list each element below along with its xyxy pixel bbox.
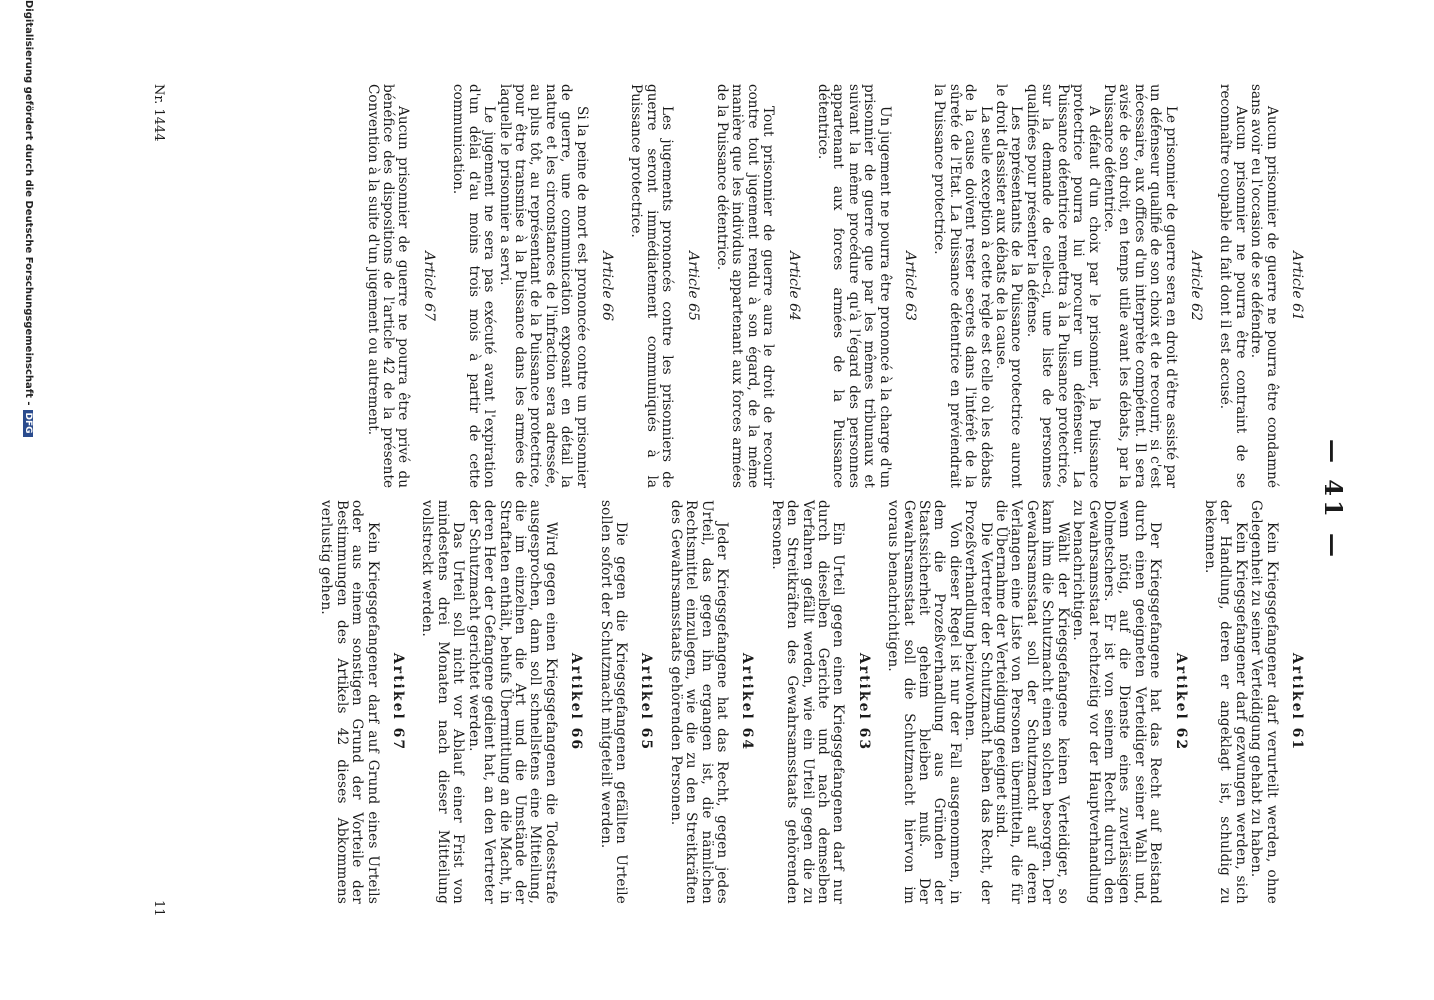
article-paragraph: Le prisonnier de guerre sera en droit d'être assisté par un défenseur qualifié de son choix et de recourir, si c'est nécessaire, aux offices d'un interprète compétent. Il sera avisé de son droit, en temps utile avant les débats, par la Puissance détentrice. (1100, 84, 1179, 488)
footer-page-index: 11 (151, 900, 166, 917)
article-heading: Article 65 (684, 251, 701, 321)
article-paragraph: Der Kriegsgefangene hat das Recht auf Beistand durch einen geeigneten Verteidiger seiner Wahl und, wenn nötig, auf die Dienste eines zuverlässigen Dolmetschers. Er ist von seinem Recht durch den Gewahrsamsstaat rechtzeitig vor der Hauptverhandlung zu benachrichtigen. (1070, 500, 1164, 904)
article-paragraph: Ein Urteil gegen einen Kriegsgefangenen darf nur durch dieselben Gerichte und nach demselben Verfahren gefällt werden, wie ein Urteil gegen die zu den Streitkräften des Gewahrsamsstaats gehörenden Personen. (768, 500, 847, 904)
credit-text: Digitalisierung gefördert durch die Deutsche Forschungsgemeinschaft - (23, 0, 34, 406)
article-heading: Artikel 62 (1172, 652, 1189, 752)
article-paragraph: Wird gegen einen Kriegsgefangenen die Todesstrafe ausgesprochen, dann soll schnellstens eine Mitteilung, die im einzelnen die Art und die Umstände der Straftaten enthält, behufs Übermittlung an die Macht, in deren Heer der Gefangene gedient hat, an den Vertreter der Schutzmacht gerichtet werden. (465, 500, 559, 904)
article-paragraph: Kein Kriegsgefangener darf gezwungen werden, sich der Handlung, deren er angeklagt ist, schuldig zu bekennen. (1201, 500, 1249, 904)
article-heading: Artikel 61 (1289, 652, 1305, 752)
digitization-credit (23, 0, 34, 1000)
article-paragraph: Aucun prisonnier de guerre ne pourra être privé du bénéfice des dispositions de l'article 42 de la présente Convention à la suite d'un jugement ou autrement. (364, 84, 412, 488)
article-paragraph: Les représentants de la Puissance protectrice auront le droit d'assister aux débats de la cause. (993, 84, 1025, 488)
article-paragraph: Aucun prisonnier de guerre ne pourra être condamné sans avoir eu l'occasion de se défendre. (1248, 84, 1280, 488)
article-heading: Artikel 64 (739, 652, 756, 752)
article-heading: Artikel 65 (638, 652, 655, 752)
article-paragraph: Jeder Kriegsgefangene hat das Recht, gegen jedes Urteil, das gegen ihn ergangen ist, die nämlichen Rechtsmittel einzulegen, wie die zu den Streitkräften des Gewahrsamsstaats gehörenden Personen. (667, 500, 730, 904)
article-heading: Article 66 (598, 251, 615, 321)
footer-number-left: Nr. 1444 (151, 84, 166, 142)
article-paragraph: Un jugement ne pourra être prononcé à la charge d'un prisonnier de guerre que par les mêmes tribunaux et suivant la même procédure qu'à l'égard des personnes appartenant aux forces armées de la Puissance détentrice. (815, 84, 893, 488)
article-paragraph: Von dieser Regel ist nur der Fall ausgenommen, in dem die Prozeßverhandlung aus Gründen der Staatssicherheit geheim bleiben muß. Der Gewahrsamsstaat soll die Schutzmacht hiervon im voraus benachrichtigen. (885, 500, 963, 904)
article-paragraph: Wählt der Kriegsgefangene keinen Verteidiger, so kann ihm die Schutzmacht einen solchen besorgen. Der Gewahrsamsstaat soll der Schutzmacht auf deren Verlangen eine Liste von Personen übermitteln, die für die Übernahme der Verteidigung geeignet sind. (993, 500, 1071, 904)
article-paragraph: Le jugement ne sera pas exécuté avant l'expiration d'un délai d'au moins trois mois à partir de cette communication. (450, 84, 498, 488)
article-heading: Article 62 (1187, 251, 1204, 321)
article-paragraph: Kein Kriegsgefangener darf verurteilt werden, ohne Gelegenheit zu seiner Verteidigung gehabt zu haben. (1248, 500, 1280, 904)
article-heading: Article 64 (785, 251, 802, 321)
article-paragraph: Aucun prisonnier ne pourra être contraint de se reconnaître coupable du fait dont il est accusé. (1217, 84, 1249, 488)
article-paragraph: Si la peine de mort est prononcée contre un prisonnier de guerre, une communication exposant en détail la nature et les circonstances de l'infraction sera adressée, au plus tôt, au représentant de la Puissance protectrice, pour être transmise à la Puissance dans les armées de laquelle le prisonnier a servi. (496, 84, 590, 488)
article-paragraph: Tout prisonnier de guerre aura le droit de recourir contre tout jugement rendu à son égard, de la même manière que les individus appartenant aux forces armées de la Puissance détentrice. (714, 84, 777, 488)
article-heading: Artikel 63 (855, 652, 872, 752)
article-paragraph: La seule exception à cette règle est celle où les débats de la cause doivent rester secrets dans l'intérêt de la sûreté de l'Etat. La Puissance détentrice en préviendrait la Puissance protectrice. (931, 84, 994, 488)
article-paragraph: Die gegen die Kriegsgefangenen gefällten Urteile sollen sofort der Schutzmacht mitgeteilt werden. (597, 500, 629, 904)
article-paragraph: A défaut d'un choix par le prisonnier, la Puissance protectrice pourra lui procurer un défenseur. La Puissance détentrice remettra à la Puissance protectrice, sur la demande de celle-ci, une liste de personnes qualifiées pour présenter la défense. (1023, 84, 1102, 488)
article-heading: Article 67 (420, 251, 437, 321)
dfg-logo: DFG (23, 410, 33, 437)
article-paragraph: Die Vertreter der Schutzmacht haben das Recht, der Prozeßverhandlung beizuwohnen. (962, 500, 994, 904)
german-column (318, 500, 1304, 904)
article-heading: Artikel 67 (390, 652, 407, 752)
article-heading: Article 61 (1289, 251, 1305, 321)
page-number: — 41 — (1319, 438, 1348, 562)
french-column (364, 84, 1304, 488)
article-paragraph: Kein Kriegsgefangener darf auf Grund eines Urteils oder aus einem sonstigen Grund der Vorteile der Bestimmungen des Artikels 42 dieses Abkommens verlustig gehen. (318, 500, 381, 904)
article-paragraph: Das Urteil soll nicht vor Ablauf einer Frist von mindestens drei Monaten nach dieser Mitteilung vollstreckt werden. (419, 500, 467, 904)
article-heading: Artikel 66 (568, 652, 585, 752)
article-heading: Article 63 (902, 251, 919, 321)
article-paragraph: Les jugements prononcés contre les prisonniers de guerre seront immédiatement communiqués à la Puissance protectrice. (628, 84, 676, 488)
